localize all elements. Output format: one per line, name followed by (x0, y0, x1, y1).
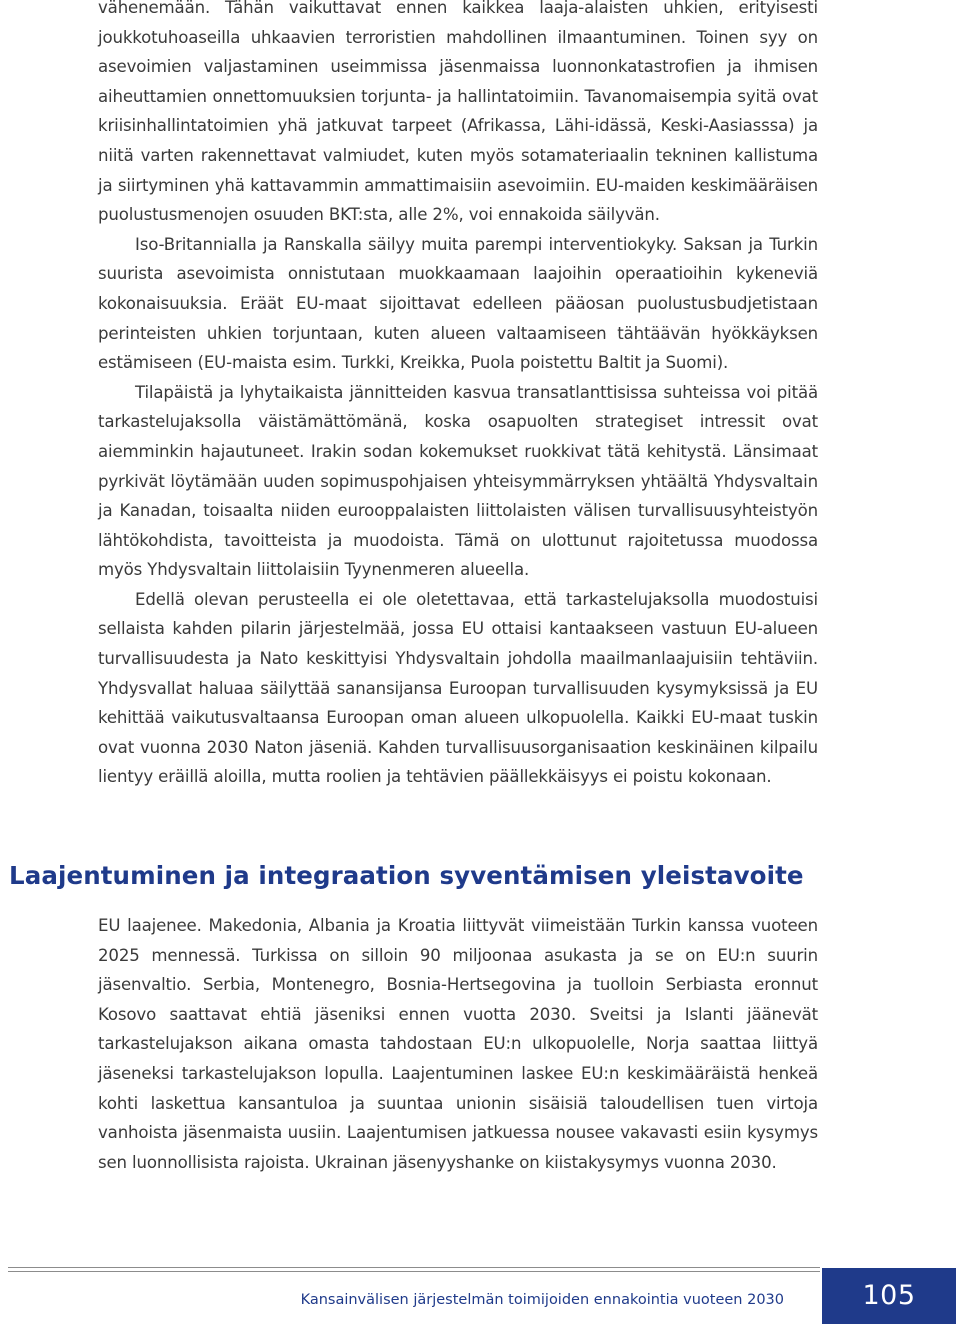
paragraph: Edellä olevan perusteella ei ole oletettavaa, että tarkastelujaksolla muodostuisi sellaista kahden pilarin järjestelmää, jossa EU ottaisi kantaakseen vastuun EU-alueen turvallisuudesta ja Nato keskittyisi Yhdysvaltain johdolla maailmanlaajuisiin tehtäviin. Yhdysvallat haluaa säilyttää sanansijansa Euroopan turvallisuuden kysymyksissä ja EU kehittää vaikutusvaltaansa Euroopan oman alueen ulkopuolella. Kaikki EU-maat tuskin ovat vuonna 2030 Naton jäseniä. Kahden turvallisuusorganisaation keskinäinen kilpailu lientyy eräillä aloilla, mutta roolien ja tehtävien päällekkäisyys ei poistu kokonaan. (98, 589, 818, 787)
page-number-box (822, 1268, 956, 1324)
body-text-section (98, 911, 818, 1177)
paragraph: EU laajenee. Makedonia, Albania ja Kroatia liittyvät viimeistään Turkin kanssa vuoteen 2025 mennessä. Turkissa on silloin 90 miljoonaa asukasta ja se on EU:n suurin jäsenvaltio. Serbia, Montenegro, Bosnia-Hertsegovina ja tuolloin Serbiasta eronnut Kosovo saattavat ehtiä jäseniksi ennen vuotta 2030. Sveitsi ja Islanti jäänevät tarkastelujakson aikana omasta tahdostaan EU:n ulkopuolelle, Norja saattaa liittyä jäseneksi tarkastelujakson lopulla. Laajentuminen laskee EU:n keskimääräistä henkeä kohti laskettua kansantuloa ja suuntaa unionin sisäisiä taloudellisen tuen virtoja vanhoista jäsenmaista uusiin. Laajentumisen jatkuessa nousee vakavasti esiin kysymys sen luonnollisista rajoista. Ukrainan jäsenyyshanke on kiistakysymys vuonna 2030. (98, 916, 818, 1172)
footer-rule (8, 1271, 820, 1272)
paragraph: Tilapäistä ja lyhytaikaista jännitteiden kasvua transatlanttisissa suhteissa voi pitää tarkastelujaksolla väistämättömänä, koska osapuolten strategiset intressit ovat aiemminkin hajautuneet. Irakin sodan kokemukset ruokkivat tätä kehitystä. Länsimaat pyrkivät löytämään uuden sopimuspohjaisen yhteisymmärryksen yhtäältä Yhdysvaltain ja Kanadan, toisaalta niiden eurooppalaisten liittolaisten välisen turvallisuusyhteistyön lähtökohdista, tavoitteista ja muodoista. Tämä on ulottunut rajoitetussa muodossa myös Yhdysvaltain liittolaisiin Tyynenmeren alueella. (98, 382, 818, 580)
body-text-top (98, 0, 818, 792)
footer-rule (8, 1267, 820, 1268)
paragraph: Iso-Britannialla ja Ranskalla säilyy muita parempi interventiokyky. Saksan ja Turkin suurista asevoimista onnistutaan muokkaamaan laajoihin operaatioihin kykeneviä kokonaisuuksia. Eräät EU-maat sijoittavat edelleen pääosan puolustusbudjetistaan perinteisten uhkien torjuntaan, kuten alueen valtaamiseen tähtäävän hyökkäyksen estämiseen (EU-maista esim. Turkki, Kreikka, Puola poistettu Baltit ja Suomi). (98, 234, 818, 373)
page-number: 105 (862, 1280, 916, 1311)
running-title: Kansainvälisen järjestelmän toimijoiden ennakointia vuoteen 2030 (300, 1292, 784, 1308)
section-heading: Laajentuminen ja integraation syventämisen yleistavoite (9, 861, 804, 890)
paragraph: vähenemään. Tähän vaikuttavat ennen kaikkea laaja-alaisten uhkien, erityisesti joukkotuhoaseilla uhkaavien terroristien mahdollinen ilmaantuminen. Toinen syy on asevoimien valjastaminen useimmissa jäsenmaissa luonnonkatastrofien ja ihmisen aiheuttamien onnettomuuksien torjunta- ja hallintatoimiin. Tavanomaisempia syitä ovat kriisinhallintatoimien yhä jatkuvat tarpeet (Afrikassa, Lähi-idässä, Keski-Aasiasssa) ja niitä varten rakennettavat valmiudet, kuten myös sotamateriaalin tekninen kallistuma ja siirtyminen yhä kattavammin ammattimaisiin asevoimiin. EU-maiden keskimääräisen puolustusmenojen osuuden BKT:sta, alle 2%, voi ennakoida säilyvän. (98, 0, 818, 225)
